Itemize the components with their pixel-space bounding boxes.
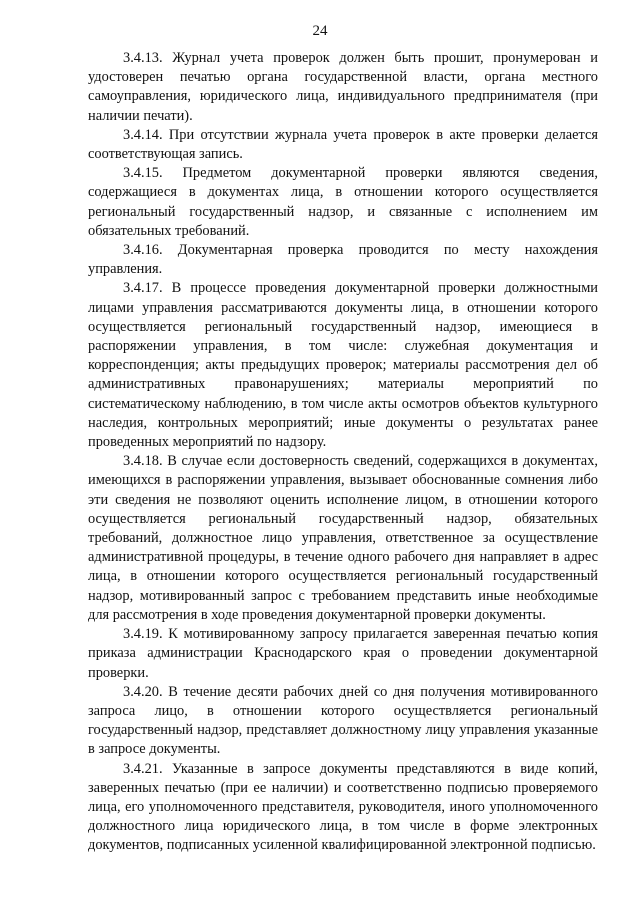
page-number: 24 [312, 23, 328, 39]
paragraph-3-4-13: 3.4.13. Журнал учета проверок должен быть прошит, пронумерован и удостоверен печатью органа государственной власти, органа местного самоуправления, юридического лица, индивидуального предпринимателя (при наличии печати). [88, 50, 598, 124]
paragraph-3-4-21: 3.4.21. Указанные в запросе документы представляются в виде копий, заверенных печатью (при ее наличии) и соответственно подписью проверяемого лица, его уполномоченного представителя, руководителя, иного уполномоченного должностного лица юридического лица, в том числе в форме электронных документов, подписанных усиленной квалифицированной электронной подписью. [88, 760, 598, 854]
paragraph-3-4-14: 3.4.14. При отсутствии журнала учета проверок в акте проверки делается соответствующая запись. [88, 126, 598, 163]
document-body [88, 49, 598, 856]
paragraph-3-4-17: 3.4.17. В процессе проведения документарной проверки должностными лицами управления рассматриваются документы лица, в отношении которого осуществляется региональный государственный надзор, имеющиеся в распоряжении управления, в том числе: служебная документация и корреспонденция; акты предыдущих проверок; материалы рассмотрения дел об административных правонарушениях; материалы мероприятий по систематическому наблюдению, в том числе акты осмотров объектов культурного наследия, контрольных мероприятий; иные документы о результатах ранее проведенных мероприятий по надзору. [88, 280, 598, 451]
paragraph-3-4-19: 3.4.19. К мотивированному запросу прилагается заверенная печатью копия приказа администрации Краснодарского края о проведении документарной проверки. [88, 626, 598, 681]
paragraph-3-4-15: 3.4.15. Предметом документарной проверки являются сведения, содержащиеся в документах лица, в отношении которого осуществляется региональный государственный надзор, и связанные с исполнением им обязательных требований. [88, 165, 598, 239]
paragraph-3-4-16: 3.4.16. Документарная проверка проводится по месту нахождения управления. [88, 242, 598, 278]
paragraph-3-4-18: 3.4.18. В случае если достоверность сведений, содержащихся в документах, имеющихся в распоряжении управления, вызывает обоснованные сомнения либо эти сведения не позволяют оценить исполнение лицом, в отношении которого осуществляется региональный государственный надзор, обязательных требований, должностное лицо управления, ответственное за осуществление административной процедуры, в течение одного рабочего дня направляет в адрес лица, в отношении которого осуществляется региональный государственный надзор, мотивированный запрос с требованием представить иные необходимые для рассмотрения в ходе проведения документарной проверки документы. [88, 453, 598, 623]
paragraph-3-4-20: 3.4.20. В течение десяти рабочих дней со дня получения мотивированного запроса лицо, в отношении которого осуществляется региональный государственный надзор, представляет должностному лицу управления указанные в запросе документы. [88, 683, 598, 758]
